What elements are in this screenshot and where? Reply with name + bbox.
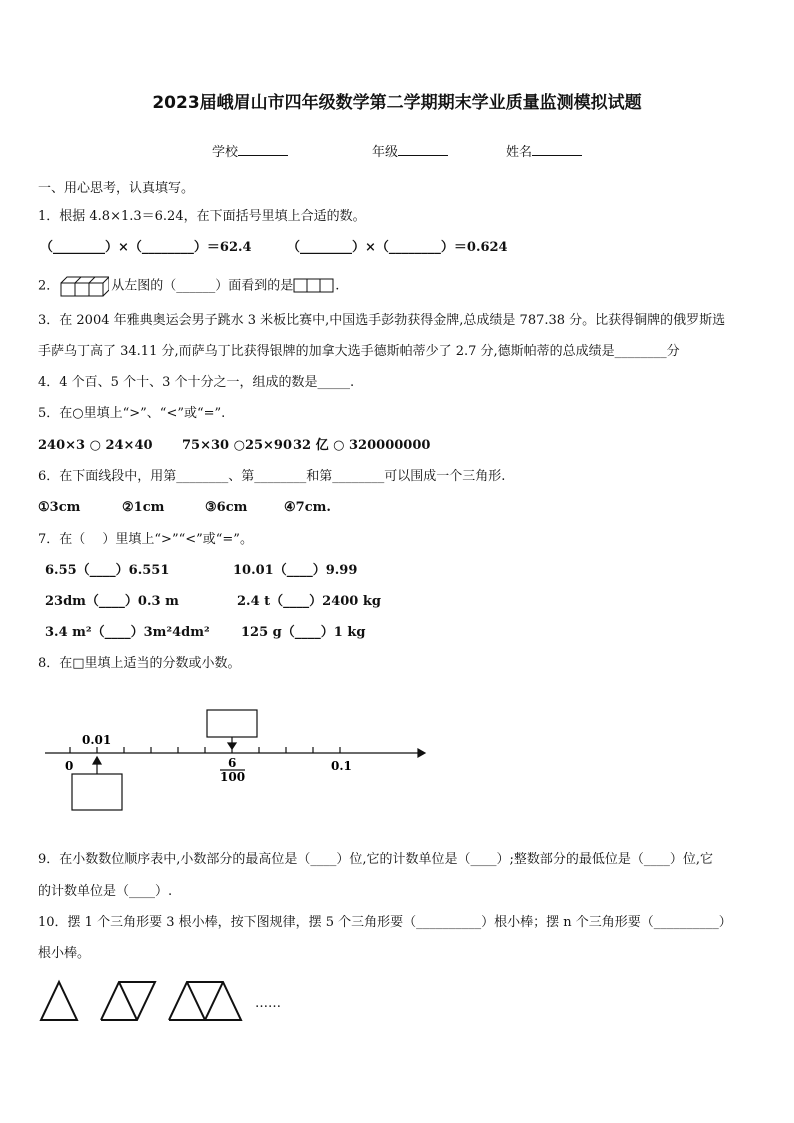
- triangle-one: [41, 982, 77, 1020]
- question-5: 5．在○里填上“>”、“<”或“=”.: [38, 406, 226, 421]
- question-7-row-3-a: 3.4 m²（____）3m²4dm²: [45, 625, 210, 640]
- question-6-option-2: ②1cm: [122, 500, 165, 515]
- question-10-line-2: 根小棒。: [38, 946, 91, 961]
- question-2-text: 从左图的（______）面看到的是: [111, 278, 294, 294]
- school-blank[interactable]: [238, 143, 288, 156]
- question-7-row-2-a: 23dm（____）0.3 m: [45, 594, 179, 609]
- label-zero: 0: [65, 759, 74, 773]
- question-7-row-3-b: 125 g（____）1 kg: [241, 625, 366, 640]
- up-arrow-icon: [93, 757, 101, 764]
- question-3-line-1: 3．在 2004 年雅典奥运会男子跳水 3 米板比赛中,中国选手彭勃获得金牌,总成绩是 787.38 分。比获得铜牌的俄罗斯选: [38, 313, 726, 328]
- continuation-dots: ……: [255, 996, 281, 1011]
- question-2: [38, 275, 339, 297]
- school-label: 学校: [212, 145, 239, 160]
- question-7: 7．在（ ）里填上“>”“<”或“=”。: [38, 532, 253, 547]
- question-6-option-4: ④7cm.: [284, 500, 331, 515]
- question-7-row-1-b: 10.01（____）9.99: [233, 563, 358, 578]
- question-1-equation-a: （________）×（________）＝62.4: [40, 240, 252, 255]
- label-fraction-denominator: 100: [220, 770, 246, 784]
- label-0-01: 0.01: [82, 733, 112, 747]
- question-5-item-c: 32 亿 ○ 320000000: [293, 438, 431, 453]
- grade-field: [372, 141, 448, 160]
- question-7-row-2-b: 2.4 t（____）2400 kg: [237, 594, 381, 609]
- question-6-option-3: ③6cm: [205, 500, 248, 515]
- answer-box-bottom: [72, 774, 122, 810]
- grade-label: 年级: [372, 145, 399, 160]
- triangles-three: [169, 982, 241, 1020]
- question-9-line-2: 的计数单位是（____）.: [38, 884, 173, 899]
- question-5-item-b: 75×30 ○25×90: [182, 438, 293, 453]
- question-9-line-1: 9．在小数数位顺序表中,小数部分的最高位是（____）位,它的计数单位是（____）;整数部分的最低位是（____）位,它: [38, 852, 714, 867]
- name-label: 姓名: [506, 145, 533, 160]
- question-4: 4．4 个百、5 个十、3 个十分之一，组成的数是_____.: [38, 375, 355, 390]
- number-line-diagram: [40, 700, 430, 820]
- question-8: 8．在□里填上适当的分数或小数。: [38, 656, 241, 671]
- question-2-end: .: [335, 278, 340, 294]
- question-1: 1．根据 4.8×1.3＝6.24，在下面括号里填上合适的数。: [38, 209, 366, 224]
- three-squares-icon: [293, 278, 335, 294]
- question-5-item-a: 240×3 ○ 24×40: [38, 438, 153, 453]
- section-heading: 一、用心思考，认真填写。: [38, 181, 195, 196]
- question-6: 6．在下面线段中，用第________、第________和第________可以围成一个三角形.: [38, 469, 506, 484]
- question-7-row-1-a: 6.55（____）6.551: [45, 563, 170, 578]
- name-field: [506, 141, 582, 160]
- label-0-1: 0.1: [331, 759, 352, 773]
- question-1-equation-b: （________）×（________）＝0.624: [287, 240, 508, 255]
- question-10-line-1: 10．摆 1 个三角形要 3 根小棒，按下图规律，摆 5 个三角形要（__________）根小棒；摆 n 个三角形要（__________）: [38, 915, 732, 930]
- question-2-number: 2．: [38, 278, 60, 294]
- axis-arrow-icon: [418, 749, 425, 757]
- page-title: 2023届峨眉山市四年级数学第二学期期末学业质量监测模拟试题: [152, 93, 642, 113]
- name-blank[interactable]: [532, 143, 582, 156]
- triangle-pattern-diagram: [38, 978, 253, 1024]
- grade-blank[interactable]: [398, 143, 448, 156]
- question-6-option-1: ①3cm: [38, 500, 81, 515]
- question-3-line-2: 手萨乌丁高了 34.11 分,而萨乌丁比获得银牌的加拿大选手德斯帕蒂少了 2.7 分,德斯帕蒂的总成绩是________分: [38, 344, 680, 359]
- answer-box-top: [207, 710, 257, 737]
- label-fraction-numerator: 6: [228, 756, 237, 770]
- school-field: [212, 141, 288, 160]
- down-arrow-icon: [228, 743, 236, 749]
- cube-stack-icon: [59, 275, 109, 297]
